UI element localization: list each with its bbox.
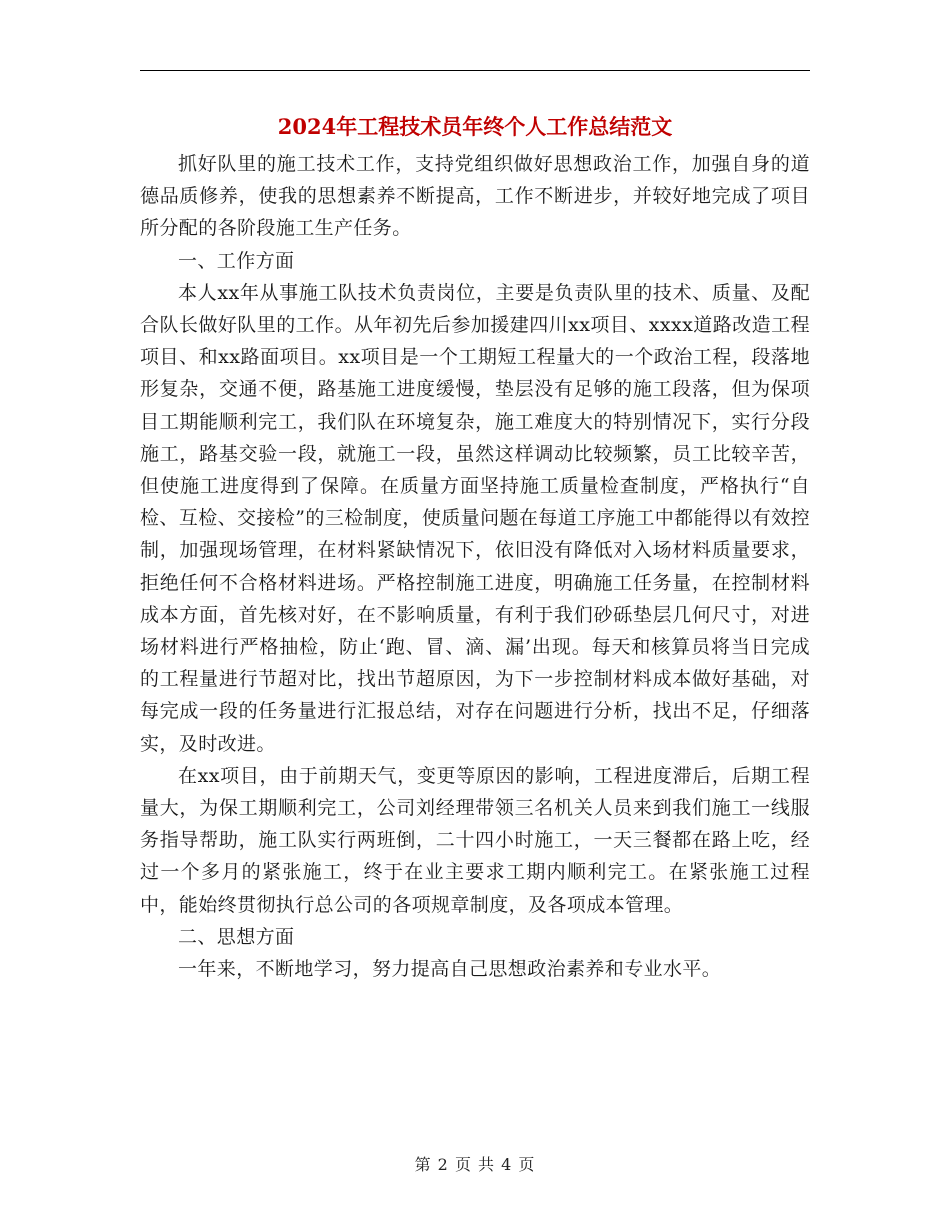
- paragraph-project: 在xx项目，由于前期天气，变更等原因的影响，工程进度滞后，后期工程量大，为保工期顺利完工，公司刘经理带领三名机关人员来到我们施工一线服务指导帮助，施工队实行两班倒，二十四小时施工，一天三餐都在路上吃，经过一个多月的紧张施工，终于在业主要求工期内顺利完工。在紧张施工过程中，能始终贯彻执行总公司的各项规章制度，及各项成本管理。: [140, 764, 810, 916]
- document-title: 2024年工程技术员年终个人工作总结范文: [277, 114, 673, 139]
- paragraph-thought: 一年来，不断地学习，努力提高自己思想政治素养和专业水平。: [178, 958, 722, 981]
- section-heading-thought: 二、思想方面: [178, 925, 295, 948]
- paragraph-intro: 抓好队里的施工技术工作，支持党组织做好思想政治工作，加强自身的道德品质修养，使我的思想素养不断提高，工作不断进步，并较好地完成了项目所分配的各阶段施工生产任务。: [140, 153, 810, 240]
- paragraph-work-details: 本人xx年从事施工队技术负责岗位，主要是负责队里的技术、质量、及配合队长做好队里的工作。从年初先后参加援建四川xx项目、xxxx道路改造工程项目、和xx路面项目。xx项目是一个工期短工程量大的一个政治工程，段落地形复杂，交通不便，路基施工进度缓慢，垫层没有足够的施工段落，但为保项目工期能顺利完工，我们队在环境复杂，施工难度大的特别情况下，实行分段施工，路基交验一段，就施工一段，虽然这样调动比较频繁，员工比较辛苦，但使施工进度得到了保障。在质量方面坚持施工质量检查制度，严格执行“自检、互检、交接检”的三检制度，使质量问题在每道工序施工中都能得以有效控制，加强现场管理，在材料紧缺情况下，依旧没有降低对入场材料质量要求，拒绝任何不合格材料进场。严格控制施工进度，明确施工任务量，在控制材料成本方面，首先核对好，在不影响质量，有利于我们砂砾垫层几何尺寸，对进场材料进行严格抽检，防止‘跑、冒、滴、漏’出现。每天和核算员将当日完成的工程量进行节超对比，找出节超原因，为下一步控制材料成本做好基础，对每完成一段的任务量进行汇报总结，对存在问题进行分析，找出不足，仔细落实，及时改进。: [140, 281, 810, 755]
- section-heading-work: 一、工作方面: [178, 249, 295, 272]
- document-body: [140, 148, 810, 985]
- header-rule: [140, 70, 810, 71]
- page-footer: 第 2 页 共 4 页: [414, 1155, 536, 1174]
